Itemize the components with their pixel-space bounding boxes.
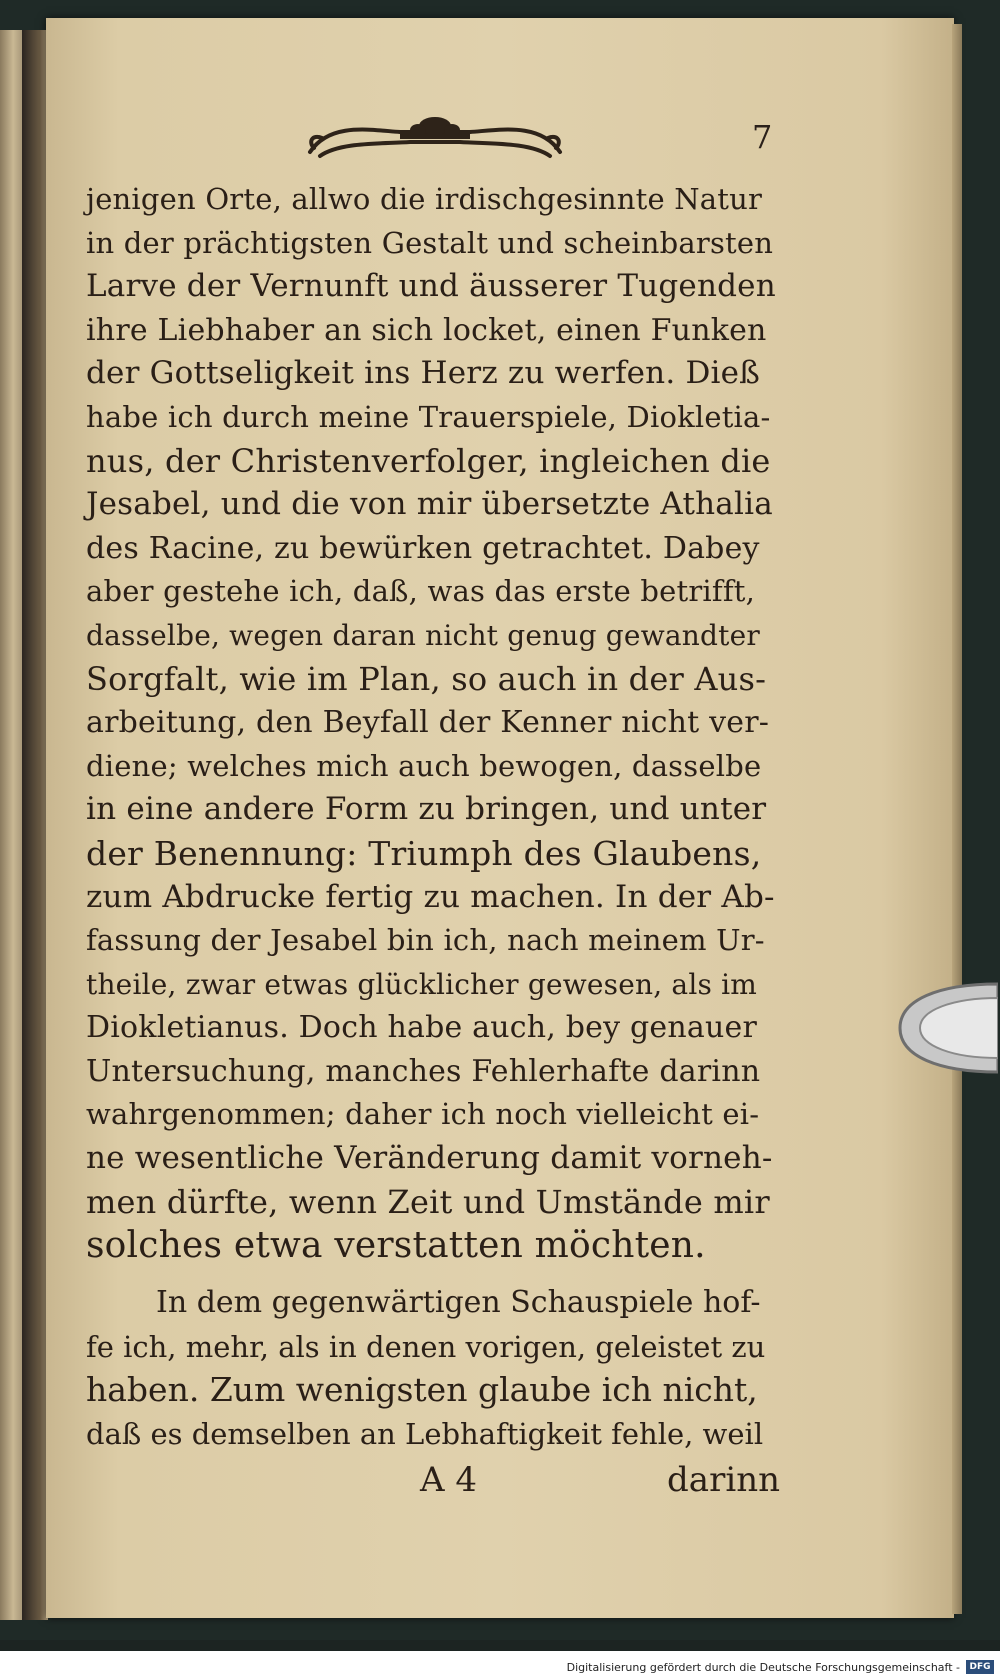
text-line: fe ich, mehr, als in denen vorigen, geleistet zu — [86, 1329, 766, 1364]
text-line: aber gestehe ich, daß, was das erste betrifft, — [86, 574, 756, 609]
page-fore-edge — [952, 24, 962, 1614]
text-line: men dürfte, wenn Zeit und Umstände mir — [86, 1182, 770, 1221]
page-clip-icon — [898, 980, 998, 1076]
text-line: fassung der Jesabel bin ich, nach meinem Ur- — [86, 923, 765, 958]
text-line: in eine andere Form zu bringen, und unter — [86, 791, 767, 828]
text-line: der Gottseligkeit ins Herz zu werfen. Dieß — [86, 355, 761, 392]
text-line: solches etwa verstatten möchten. — [86, 1225, 706, 1267]
text-line: wahrgenommen; daher ich noch vielleicht ei- — [86, 1097, 760, 1132]
text-line: Jesabel, und die von mir übersetzte Athalia — [86, 486, 773, 523]
text-line: zum Abdrucke fertig zu machen. In der Ab- — [86, 878, 775, 915]
gutter-shadow — [22, 30, 48, 1620]
text-line: in der prächtigsten Gestalt und scheinbarsten — [86, 225, 774, 260]
text-line: jenigen Orte, allwo die irdischgesinnte Natur — [86, 182, 763, 216]
text-line: Sorgfalt, wie im Plan, so auch in der Aus- — [86, 659, 767, 698]
text-line: haben. Zum wenigsten glaube ich nicht, — [86, 1370, 758, 1410]
catchword: darinn — [667, 1460, 780, 1500]
funding-notice: Digitalisierung gefördert durch die Deutsche Forschungsgemeinschaft - — [566, 1661, 960, 1674]
page-number: 7 — [752, 118, 773, 156]
text-line: theile, zwar etwas glücklicher gewesen, als im — [86, 967, 758, 1001]
text-line: In dem gegenwärtigen Schauspiele hof- — [156, 1285, 761, 1320]
text-line: ne wesentliche Veränderung damit vorneh- — [86, 1140, 773, 1177]
paragraph-main — [86, 178, 776, 1268]
text-line: Larve der Vernunft und äusserer Tugenden — [86, 268, 776, 305]
text-line: des Racine, zu bewürken getrachtet. Dabey — [86, 530, 760, 566]
page-footer-line — [420, 1460, 780, 1506]
text-line: arbeitung, den Beyfall der Kenner nicht ver- — [86, 705, 770, 741]
text-line: daß es demselben an Lebhaftigkeit fehle, weil — [86, 1416, 764, 1451]
ornament-headpiece — [300, 112, 570, 168]
text-line: Untersuchung, manches Fehlerhafte darinn — [86, 1053, 761, 1089]
text-line: der Benennung: Triumph des Glaubens, — [86, 833, 762, 873]
dfg-logo: DFG — [966, 1660, 994, 1674]
text-line: Diokletianus. Doch habe auch, bey genauer — [86, 1010, 757, 1046]
text-line: habe ich durch meine Trauerspiele, Diokletia- — [86, 399, 771, 434]
previous-page-edge — [0, 30, 22, 1620]
signature-mark: A 4 — [420, 1460, 477, 1500]
paragraph-second — [86, 1281, 776, 1455]
text-line: ihre Liebhaber an sich locket, einen Funken — [86, 312, 767, 348]
text-line: diene; welches mich auch bewogen, dasselbe — [86, 748, 762, 783]
text-line: nus, der Christenverfolger, ingleichen die — [86, 441, 771, 480]
text-line: dasselbe, wegen daran nicht genug gewandter — [86, 618, 760, 652]
